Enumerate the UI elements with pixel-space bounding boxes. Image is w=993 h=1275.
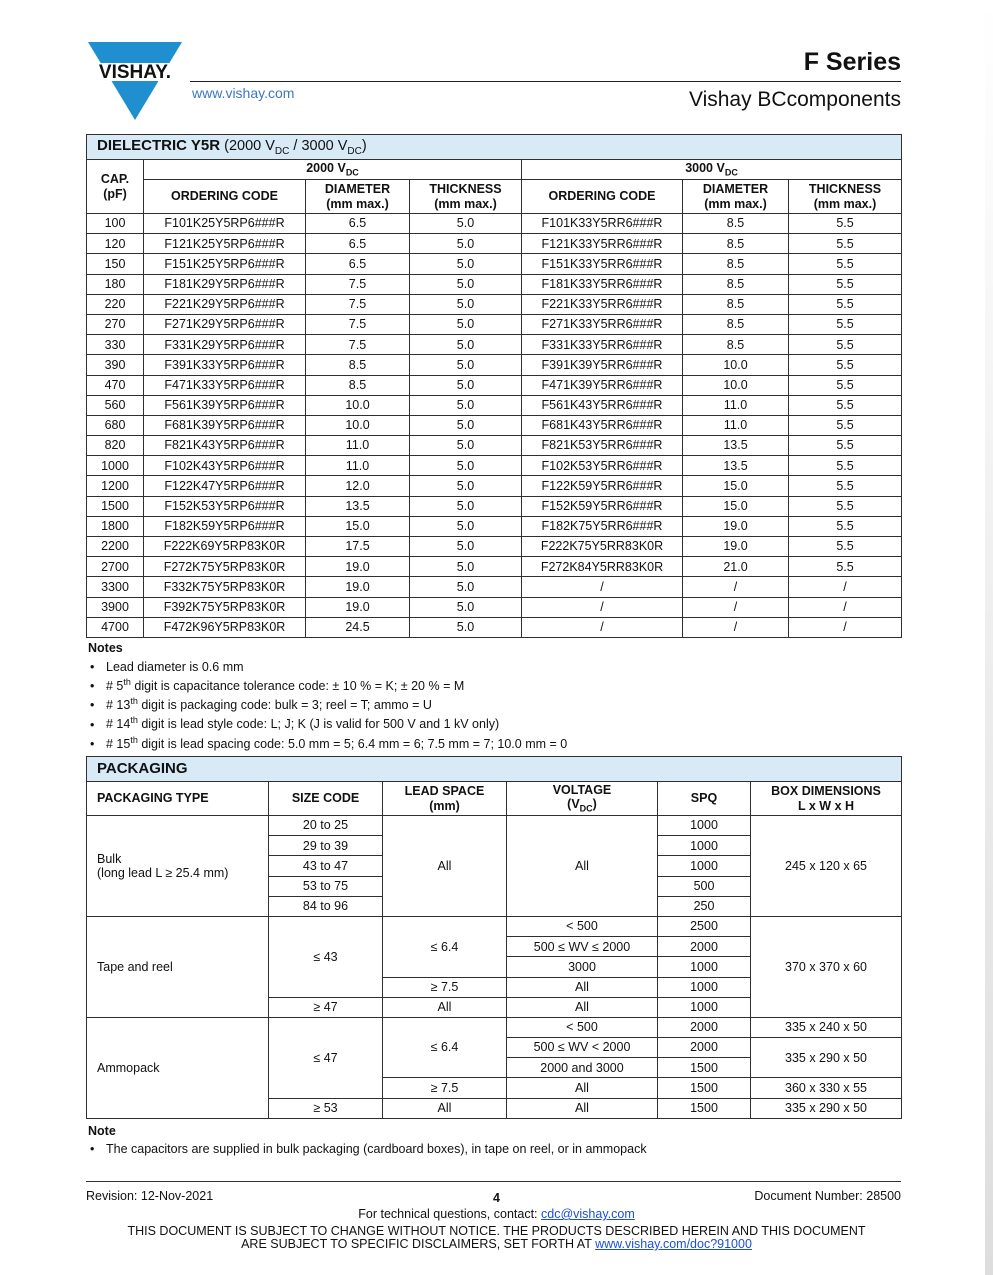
cap-header: CAP. (pF) (87, 160, 144, 214)
thickness-cell: 5.0 (410, 456, 522, 476)
size-cell: ≤ 47 (269, 1017, 383, 1098)
spq-cell: 250 (658, 896, 751, 916)
box-dimensions-header: BOX DIMENSIONS L x W x H (751, 782, 902, 816)
diameter-cell: 10.0 (306, 395, 410, 415)
ordering-code-cell: F151K33Y5RR6###R (522, 254, 683, 274)
table-row (87, 476, 902, 496)
thickness-cell: 5.5 (789, 314, 902, 334)
thickness-cell: / (789, 597, 902, 617)
thickness-cell: 5.0 (410, 335, 522, 355)
note-text: # 13 (106, 698, 131, 713)
table-row (87, 415, 902, 435)
diameter-cell: 8.5 (683, 234, 789, 254)
box-cell: 335 x 240 x 50 (751, 1017, 902, 1037)
diameter-cell: / (683, 577, 789, 597)
revision: Revision: 12-Nov-2021 (86, 1189, 214, 1203)
table-row (87, 254, 902, 274)
diameter-cell: 15.0 (683, 496, 789, 516)
diameter-cell: 7.5 (306, 335, 410, 355)
cap-cell: 470 (87, 375, 144, 395)
ordering-code-cell: F271K29Y5RP6###R (144, 314, 306, 334)
logo-text: VISHAY. (98, 62, 172, 83)
spq-cell: 2000 (658, 1038, 751, 1058)
thickness-cell: 5.5 (789, 214, 902, 234)
voltage-cell: 3000 (507, 957, 658, 977)
note-text: digit is lead style code: L; J; K (J is valid for 500 V and 1 kV only) (137, 717, 500, 732)
diameter-cell: 10.0 (306, 415, 410, 435)
diameter-header: DIAMETER (mm max.) (683, 180, 789, 214)
table-row (87, 617, 902, 637)
cap-cell: 180 (87, 274, 144, 294)
cap-cell: 1200 (87, 476, 144, 496)
table-row (87, 294, 902, 314)
spq-cell: 2500 (658, 916, 751, 936)
diameter-cell: 8.5 (306, 375, 410, 395)
voltage-cell: All (507, 1078, 658, 1098)
ordering-code-cell: F101K25Y5RP6###R (144, 214, 306, 234)
lead-space-header: LEAD SPACE (mm) (383, 782, 507, 816)
cap-cell: 2200 (87, 537, 144, 557)
ordering-code-cell: F121K33Y5RR6###R (522, 234, 683, 254)
ordering-code-cell: F181K29Y5RP6###R (144, 274, 306, 294)
table-row (87, 314, 902, 334)
diameter-cell: 13.5 (683, 436, 789, 456)
diameter-header: DIAMETER (mm max.) (306, 180, 410, 214)
cap-cell: 120 (87, 234, 144, 254)
thickness-cell: 5.0 (410, 496, 522, 516)
header-url[interactable]: www.vishay.com (192, 85, 295, 101)
lead-cell: ≥ 7.5 (383, 1078, 507, 1098)
voltage-cell: All (507, 816, 658, 917)
page-number: 4 (493, 1191, 500, 1205)
size-cell: ≥ 53 (269, 1098, 383, 1118)
note-text: # 14 (106, 717, 131, 732)
packaging-title: PACKAGING (87, 757, 902, 782)
ordering-code-cell: F102K43Y5RP6###R (144, 456, 306, 476)
thickness-header: THICKNESS (mm max.) (410, 180, 522, 214)
table-row (87, 577, 902, 597)
thickness-cell: 5.0 (410, 577, 522, 597)
note-text: digit is packaging code: bulk = 3; reel = T; ammo = U (137, 698, 432, 713)
list-item (88, 713, 567, 732)
box-cell: 360 x 330 x 55 (751, 1078, 902, 1098)
table-row (87, 395, 902, 415)
diameter-cell: 7.5 (306, 274, 410, 294)
packaging-note (88, 1124, 647, 1157)
cap-cell: 4700 (87, 617, 144, 637)
table-row (87, 375, 902, 395)
vishay-logo (86, 42, 184, 120)
box-cell: 335 x 290 x 50 (751, 1098, 902, 1118)
thickness-cell: 5.5 (789, 456, 902, 476)
table-row (87, 557, 902, 577)
ordering-code-header: ORDERING CODE (144, 180, 306, 214)
packaging-table (86, 756, 902, 1119)
thickness-cell: 5.5 (789, 375, 902, 395)
disclaimer: THIS DOCUMENT IS SUBJECT TO CHANGE WITHOUT NOTICE. THE PRODUCTS DESCRIBED HEREIN AND THIS DOCUMENT ARE SUBJECT TO SPECIFIC DISCLAIMERS, SET FORTH AT www.vishay.com/doc?91000 (127, 1224, 866, 1251)
diameter-cell: 12.0 (306, 476, 410, 496)
diameter-cell: 13.5 (306, 496, 410, 516)
diameter-cell: 11.0 (306, 456, 410, 476)
bullet: • (90, 717, 95, 732)
diameter-cell: 19.0 (306, 577, 410, 597)
spq-cell: 1500 (658, 1098, 751, 1118)
thickness-cell: 5.5 (789, 496, 902, 516)
note-text: # 15 (106, 736, 131, 751)
cap-cell: 220 (87, 294, 144, 314)
ordering-code-cell: F391K33Y5RP6###R (144, 355, 306, 375)
cap-cell: 560 (87, 395, 144, 415)
cap-cell: 3900 (87, 597, 144, 617)
spq-cell: 1500 (658, 1078, 751, 1098)
thickness-cell: 5.5 (789, 557, 902, 577)
ordering-code-cell: F681K39Y5RP6###R (144, 415, 306, 435)
table-row (87, 274, 902, 294)
table-row (87, 456, 902, 476)
diameter-cell: 15.0 (683, 476, 789, 496)
notes-heading: Notes (88, 641, 123, 655)
ordering-code-cell: F272K75Y5RP83K0R (144, 557, 306, 577)
diameter-cell: 19.0 (306, 557, 410, 577)
ordering-code-cell: F221K33Y5RR6###R (522, 294, 683, 314)
diameter-cell: 10.0 (683, 375, 789, 395)
voltage-cell: < 500 (507, 916, 658, 936)
voltage-cell: 500 ≤ WV < 2000 (507, 1038, 658, 1058)
diameter-cell: 8.5 (306, 355, 410, 375)
thickness-cell: 5.5 (789, 537, 902, 557)
diameter-cell: / (683, 597, 789, 617)
ordering-code-cell: F122K59Y5RR6###R (522, 476, 683, 496)
thickness-cell: 5.5 (789, 415, 902, 435)
thickness-cell: / (789, 617, 902, 637)
voltage-cell: 500 ≤ WV ≤ 2000 (507, 937, 658, 957)
diameter-cell: 19.0 (683, 537, 789, 557)
size-cell: ≥ 47 (269, 997, 383, 1017)
diameter-cell: 10.0 (683, 355, 789, 375)
ordering-code-cell: F222K75Y5RR83K0R (522, 537, 683, 557)
disclaimer-link[interactable]: www.vishay.com/doc?91000 (595, 1237, 752, 1251)
voltage-cell: All (507, 977, 658, 997)
spq-cell: 1000 (658, 957, 751, 977)
cap-cell: 3300 (87, 577, 144, 597)
notes-section (88, 641, 567, 752)
thickness-cell: 5.5 (789, 355, 902, 375)
cap-cell: 2700 (87, 557, 144, 577)
ordering-code-cell: F271K33Y5RR6###R (522, 314, 683, 334)
ordering-code-cell: F392K75Y5RP83K0R (144, 597, 306, 617)
spq-header: SPQ (658, 782, 751, 816)
brand-name: Vishay BCcomponents (688, 88, 901, 111)
note-text: digit is lead spacing code: 5.0 mm = 5; 6.4 mm = 6; 7.5 mm = 7; 10.0 mm = 0 (137, 736, 568, 751)
ordering-code-cell: F472K96Y5RP83K0R (144, 617, 306, 637)
ordering-code-cell: F331K33Y5RR6###R (522, 335, 683, 355)
bullet: • (90, 679, 95, 694)
cap-cell: 100 (87, 214, 144, 234)
note-text: Lead diameter is 0.6 mm (106, 660, 244, 675)
thickness-cell: 5.5 (789, 335, 902, 355)
diameter-cell: 11.0 (683, 395, 789, 415)
ordering-code-cell: F332K75Y5RP83K0R (144, 577, 306, 597)
thickness-cell: 5.0 (410, 395, 522, 415)
spq-cell: 2000 (658, 937, 751, 957)
diameter-cell: 6.5 (306, 214, 410, 234)
thickness-cell: 5.0 (410, 557, 522, 577)
lead-cell: ≥ 7.5 (383, 977, 507, 997)
cap-cell: 680 (87, 415, 144, 435)
list-item (88, 656, 567, 675)
box-cell: 370 x 370 x 60 (751, 916, 902, 1017)
group-3000-header: 3000 $V_{DC}$ (522, 160, 902, 180)
diameter-cell: 6.5 (306, 254, 410, 274)
diameter-cell: 8.5 (683, 294, 789, 314)
spq-cell: 2000 (658, 1017, 751, 1037)
spq-cell: 1500 (658, 1058, 751, 1078)
table-row (87, 597, 902, 617)
ordering-code-cell: / (522, 577, 683, 597)
voltage-cell: All (507, 1098, 658, 1118)
thickness-cell: 5.0 (410, 436, 522, 456)
dielectric-title: DIELECTRIC Y5R (2000 $V_{DC} / 3000$ $V_{DC}$) (87, 135, 902, 160)
thickness-cell: 5.5 (789, 395, 902, 415)
ordering-code-cell: F561K39Y5RP6###R (144, 395, 306, 415)
diameter-cell: 8.5 (683, 254, 789, 274)
voltage-header: VOLTAGE $(V_{DC})$ (507, 782, 658, 816)
thickness-cell: 5.0 (410, 537, 522, 557)
ordering-code-cell: F152K53Y5RP6###R (144, 496, 306, 516)
document-number: Document Number: 28500 (754, 1189, 901, 1203)
table-row (87, 537, 902, 557)
thickness-cell: 5.0 (410, 274, 522, 294)
diameter-cell: 21.0 (683, 557, 789, 577)
ordering-code-cell: F151K25Y5RP6###R (144, 254, 306, 274)
thickness-cell: 5.0 (410, 375, 522, 395)
thickness-cell: 5.5 (789, 476, 902, 496)
technical-contact: For technical questions, contact: cdc@vishay.com (358, 1207, 635, 1221)
thickness-cell: 5.5 (789, 436, 902, 456)
spq-cell: 500 (658, 876, 751, 896)
size-cell: ≤ 43 (269, 916, 383, 997)
cap-cell: 1500 (87, 496, 144, 516)
size-cell: 53 to 75 (269, 876, 383, 896)
note-text: digit is capacitance tolerance code: ± 10 % = K; ± 20 % = M (130, 679, 465, 694)
ordering-code-cell: F182K75Y5RR6###R (522, 516, 683, 536)
cap-cell: 330 (87, 335, 144, 355)
thickness-cell: 5.0 (410, 617, 522, 637)
header-rule (190, 81, 901, 82)
footer-rule (86, 1181, 901, 1182)
ordering-code-cell: F181K33Y5RR6###R (522, 274, 683, 294)
ordering-code-cell: / (522, 597, 683, 617)
ordering-code-cell: F821K43Y5RP6###R (144, 436, 306, 456)
thickness-cell: 5.0 (410, 355, 522, 375)
thickness-cell: 5.5 (789, 234, 902, 254)
size-cell: 43 to 47 (269, 856, 383, 876)
diameter-cell: 17.5 (306, 537, 410, 557)
ordering-code-header: ORDERING CODE (522, 180, 683, 214)
bullet: • (90, 660, 95, 675)
ordering-code-cell: F101K33Y5RR6###R (522, 214, 683, 234)
thickness-cell: 5.0 (410, 294, 522, 314)
cap-cell: 1000 (87, 456, 144, 476)
diameter-cell: 7.5 (306, 294, 410, 314)
table-row (87, 355, 902, 375)
dielectric-table (86, 134, 902, 638)
note-sup: th (123, 677, 131, 688)
thickness-cell: 5.0 (410, 314, 522, 334)
group-2000-header: 2000 $V_{DC}$ (144, 160, 522, 180)
size-cell: 84 to 96 (269, 896, 383, 916)
thickness-cell: 5.0 (410, 234, 522, 254)
thickness-cell: 5.0 (410, 516, 522, 536)
ordering-code-cell: F122K47Y5RP6###R (144, 476, 306, 496)
thickness-cell: 5.5 (789, 254, 902, 274)
lead-cell: All (383, 1098, 507, 1118)
diameter-cell: / (683, 617, 789, 637)
spq-cell: 1000 (658, 977, 751, 997)
voltage-cell: < 500 (507, 1017, 658, 1037)
note-sup: th (130, 734, 138, 745)
diameter-cell: 8.5 (683, 274, 789, 294)
list-item (88, 733, 567, 752)
diameter-cell: 8.5 (683, 214, 789, 234)
diameter-cell: 6.5 (306, 234, 410, 254)
note-sup: th (130, 715, 138, 726)
lead-cell: All (383, 997, 507, 1017)
thickness-cell: 5.0 (410, 415, 522, 435)
ordering-code-cell: F152K59Y5RR6###R (522, 496, 683, 516)
table-row (87, 496, 902, 516)
ammo-type: Ammopack (87, 1017, 269, 1118)
bullet: • (90, 698, 95, 713)
spq-cell: 1000 (658, 856, 751, 876)
voltage-cell: All (507, 997, 658, 1017)
ordering-code-cell: F102K53Y5RR6###R (522, 456, 683, 476)
diameter-cell: 8.5 (683, 335, 789, 355)
ordering-code-cell: F471K39Y5RR6###R (522, 375, 683, 395)
note-heading: Note (88, 1124, 116, 1138)
thickness-cell: 5.0 (410, 214, 522, 234)
thickness-cell: 5.0 (410, 476, 522, 496)
diameter-cell: 19.0 (683, 516, 789, 536)
ordering-code-cell: / (522, 617, 683, 637)
cap-cell: 390 (87, 355, 144, 375)
series-title: F Series (803, 48, 901, 76)
ordering-code-cell: F471K33Y5RP6###R (144, 375, 306, 395)
thickness-cell: 5.0 (410, 597, 522, 617)
diameter-cell: 15.0 (306, 516, 410, 536)
spq-cell: 1000 (658, 816, 751, 836)
box-cell: 245 x 120 x 65 (751, 816, 902, 917)
note-sup: th (130, 696, 138, 707)
spq-cell: 1000 (658, 997, 751, 1017)
note-text: # 5 (106, 679, 124, 694)
contact-email-link[interactable]: cdc@vishay.com (541, 1207, 635, 1221)
cap-cell: 1800 (87, 516, 144, 536)
box-cell: 335 x 290 x 50 (751, 1038, 902, 1078)
table-row (87, 214, 902, 234)
diameter-cell: 8.5 (683, 314, 789, 334)
ordering-code-cell: F272K84Y5RR83K0R (522, 557, 683, 577)
cap-cell: 820 (87, 436, 144, 456)
size-cell: 29 to 39 (269, 836, 383, 856)
bullet: • (90, 1142, 95, 1156)
voltage-cell: 2000 and 3000 (507, 1058, 658, 1078)
ordering-code-cell: F221K29Y5RP6###R (144, 294, 306, 314)
ordering-code-cell: F561K43Y5RR6###R (522, 395, 683, 415)
ordering-code-cell: F182K59Y5RP6###R (144, 516, 306, 536)
cap-cell: 150 (87, 254, 144, 274)
ordering-code-cell: F821K53Y5RR6###R (522, 436, 683, 456)
thickness-cell: 5.5 (789, 294, 902, 314)
packaging-type-header: PACKAGING TYPE (87, 782, 269, 816)
list-item (88, 694, 567, 713)
note-text: The capacitors are supplied in bulk packaging (cardboard boxes), in tape on reel, or in ammopack (106, 1142, 647, 1156)
bulk-type: Bulk (long lead L ≥ 25.4 mm) (87, 816, 269, 917)
diameter-cell: 11.0 (306, 436, 410, 456)
thickness-cell: 5.5 (789, 516, 902, 536)
page-edge (985, 0, 993, 1275)
thickness-header: THICKNESS (mm max.) (789, 180, 902, 214)
cap-cell: 270 (87, 314, 144, 334)
ordering-code-cell: F391K39Y5RR6###R (522, 355, 683, 375)
lead-cell: All (383, 816, 507, 917)
lead-cell: ≤ 6.4 (383, 1017, 507, 1078)
thickness-cell: 5.0 (410, 254, 522, 274)
diameter-cell: 11.0 (683, 415, 789, 435)
diameter-cell: 24.5 (306, 617, 410, 637)
thickness-cell: / (789, 577, 902, 597)
diameter-cell: 7.5 (306, 314, 410, 334)
size-code-header: SIZE CODE (269, 782, 383, 816)
size-cell: 20 to 25 (269, 816, 383, 836)
table-row (87, 234, 902, 254)
spq-cell: 1000 (658, 836, 751, 856)
table-row (87, 516, 902, 536)
tape-type: Tape and reel (87, 916, 269, 1017)
table-row (87, 335, 902, 355)
lead-cell: ≤ 6.4 (383, 916, 507, 977)
list-item (88, 675, 567, 694)
table-row (87, 436, 902, 456)
ordering-code-cell: F681K43Y5RR6###R (522, 415, 683, 435)
ordering-code-cell: F331K29Y5RP6###R (144, 335, 306, 355)
diameter-cell: 19.0 (306, 597, 410, 617)
bullet: • (90, 736, 95, 751)
thickness-cell: 5.5 (789, 274, 902, 294)
ordering-code-cell: F121K25Y5RP6###R (144, 234, 306, 254)
ordering-code-cell: F222K69Y5RP83K0R (144, 537, 306, 557)
diameter-cell: 13.5 (683, 456, 789, 476)
